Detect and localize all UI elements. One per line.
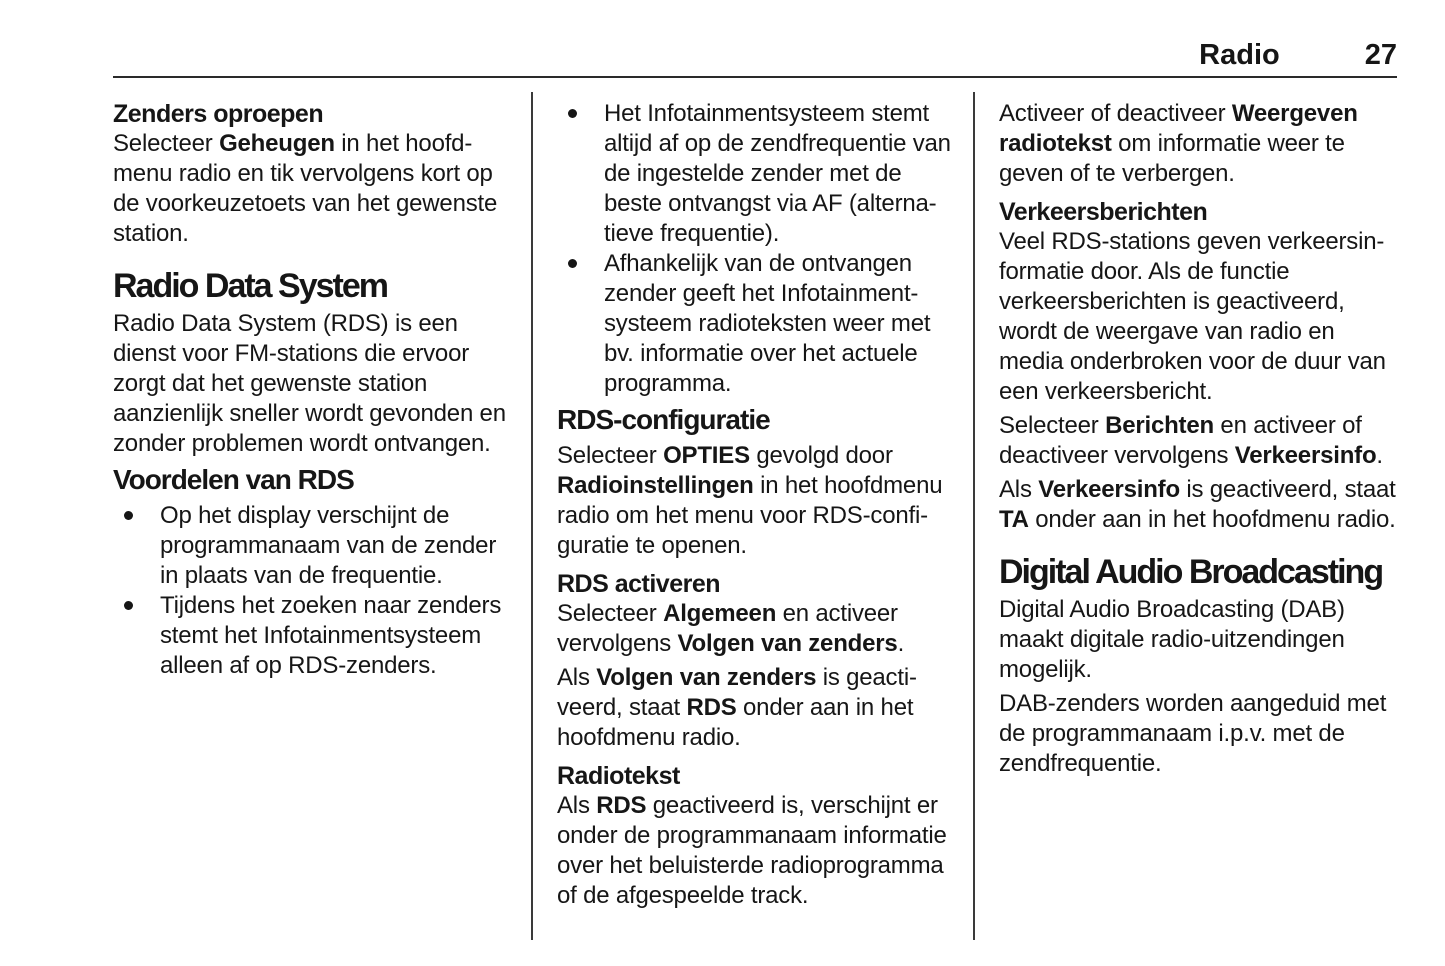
text-run: Op het display verschijnt de xyxy=(160,502,450,529)
paragraph xyxy=(999,99,1397,189)
text-run: Selecteer xyxy=(557,600,664,627)
paragraph xyxy=(557,599,973,659)
bullet-item xyxy=(557,99,973,249)
text-run: veerd, staat xyxy=(557,694,687,721)
text-run: formatie door. Als de functie xyxy=(999,258,1290,285)
text-run: tieve frequentie). xyxy=(604,220,780,247)
text-run: aanzienlijk sneller wordt gevonden en xyxy=(113,400,506,427)
text-run: zender geeft het Infotainment- xyxy=(604,280,919,307)
text-run: guratie te openen. xyxy=(557,532,747,559)
text-run: bv. informatie over het actuele xyxy=(604,340,918,367)
text-run: Tijdens het zoeken naar zenders xyxy=(160,592,502,619)
text-run: Geheugen xyxy=(219,130,335,157)
text-run: zorgt dat het gewenste station xyxy=(113,370,428,397)
text-run: Selecteer xyxy=(999,412,1106,439)
bullet-list xyxy=(113,501,531,681)
text-run: RDS xyxy=(686,694,737,721)
text-run: Als xyxy=(557,792,597,819)
text-run: de programmanaam i.p.v. met de xyxy=(999,720,1345,747)
text-run: Algemeen xyxy=(663,600,777,627)
paragraph xyxy=(999,411,1397,471)
text-run: systeem radioteksten weer met xyxy=(604,310,931,337)
text-run: programma. xyxy=(604,370,732,397)
text-run: Selecteer xyxy=(113,130,220,157)
text-run: Verkeersinfo xyxy=(1234,442,1377,469)
text-run: of de afgespeelde track. xyxy=(557,882,809,909)
paragraph xyxy=(557,441,973,561)
text-run: vervolgens xyxy=(557,630,678,657)
text-run: radio om het menu voor RDS-confi- xyxy=(557,502,928,529)
text-run: Als xyxy=(557,664,597,691)
text-run: mogelijk. xyxy=(999,656,1092,683)
column-2 xyxy=(531,92,973,940)
content-columns xyxy=(113,92,1397,940)
text-run: Radio Data System (RDS) is een xyxy=(113,310,458,337)
text-run: Als xyxy=(999,476,1039,503)
text-run: menu radio en tik vervolgens kort op xyxy=(113,160,493,187)
text-run: stemt het Infotainmentsysteem xyxy=(160,622,482,649)
text-run: Radioinstellingen xyxy=(557,472,754,499)
page-number: 27 xyxy=(1364,39,1397,71)
text-run: DAB-zenders worden aangeduid met xyxy=(999,690,1387,717)
text-run: alleen af op RDS-zenders. xyxy=(160,652,437,679)
text-run: . xyxy=(897,630,905,657)
section-heading-h3: Voordelen van RDS xyxy=(113,464,354,495)
text-run: in het hoofdmenu xyxy=(753,472,943,499)
text-run: en activeer xyxy=(776,600,898,627)
paragraph xyxy=(999,227,1397,407)
text-run: Selecteer xyxy=(557,442,664,469)
bullet-item xyxy=(113,501,531,591)
text-run: zonder problemen wordt ontvangen. xyxy=(113,430,491,457)
bullet-list xyxy=(557,99,973,399)
paragraph xyxy=(999,689,1397,779)
paragraph xyxy=(113,309,531,459)
text-run: programmanaam van de zender xyxy=(160,532,497,559)
text-run: wordt de weergave van radio en xyxy=(999,318,1335,345)
paragraph xyxy=(113,129,531,249)
text-run: deactiveer vervolgens xyxy=(999,442,1235,469)
text-run: een verkeersbericht. xyxy=(999,378,1213,405)
section-heading-h4: Verkeersberichten xyxy=(999,198,1208,226)
text-run: Afhankelijk van de ontvangen xyxy=(604,250,912,277)
text-run: dienst voor FM-stations die ervoor xyxy=(113,340,470,367)
text-run: Volgen van zenders xyxy=(677,630,898,657)
text-run: Activeer of deactiveer xyxy=(999,100,1232,127)
text-run: station. xyxy=(113,220,189,247)
text-run: OPTIES xyxy=(663,442,750,469)
text-run: verkeersberichten is geactiveerd, xyxy=(999,288,1345,315)
text-run: beste ontvangst via AF (alterna- xyxy=(604,190,937,217)
page-header xyxy=(113,0,1397,71)
text-run: onder aan in het xyxy=(736,694,914,721)
text-run: gevolgd door xyxy=(749,442,893,469)
text-run: geactiveerd is, verschijnt er xyxy=(646,792,938,819)
text-run: de voorkeuzetoets van het gewenste xyxy=(113,190,498,217)
section-heading-h2: Radio Data System xyxy=(113,267,387,305)
text-run: om informatie weer te xyxy=(1111,130,1345,157)
paragraph xyxy=(999,595,1397,685)
column-3 xyxy=(973,92,1397,940)
text-run: RDS xyxy=(596,792,647,819)
text-run: onder aan in het hoofdmenu radio. xyxy=(1028,506,1396,533)
text-run: Volgen van zenders xyxy=(596,664,817,691)
text-run: in het hoofd- xyxy=(334,130,473,157)
text-run: Veel RDS-stations geven verkeersin- xyxy=(999,228,1385,255)
bullet-item xyxy=(113,591,531,681)
header-rule xyxy=(113,76,1397,78)
text-run: zendfrequentie. xyxy=(999,750,1162,777)
text-run: media onderbroken voor de duur van xyxy=(999,348,1386,375)
section-heading-h3: RDS-configuratie xyxy=(557,404,770,435)
text-run: geven of te verbergen. xyxy=(999,160,1235,187)
chapter-title: Radio xyxy=(1199,39,1280,71)
text-run: . xyxy=(1376,442,1383,469)
bullet-dot-icon xyxy=(124,511,133,520)
text-run: Het Infotainmentsysteem stemt xyxy=(604,100,929,127)
text-run: radiotekst xyxy=(999,130,1112,157)
bullet-item xyxy=(557,249,973,399)
text-run: Berichten xyxy=(1105,412,1214,439)
section-heading-h4: Radiotekst xyxy=(557,762,680,790)
bullet-dot-icon xyxy=(124,601,133,610)
text-run: Digital Audio Broadcasting (DAB) xyxy=(999,596,1345,623)
paragraph xyxy=(557,663,973,753)
text-run: altijd af op de zendfrequentie van xyxy=(604,130,951,157)
text-run: maakt digitale radio-uitzendingen xyxy=(999,626,1345,653)
paragraph xyxy=(999,475,1397,535)
text-run: hoofdmenu radio. xyxy=(557,724,741,751)
bullet-dot-icon xyxy=(568,259,577,268)
column-1 xyxy=(113,92,531,940)
text-run: over het beluisterde radioprogramma xyxy=(557,852,944,879)
section-heading-h2: Digital Audio Broadcasting xyxy=(999,553,1383,591)
section-heading-h4: RDS activeren xyxy=(557,570,721,598)
text-run: en activeer of xyxy=(1213,412,1362,439)
text-run: is geactiveerd, staat xyxy=(1179,476,1396,503)
text-run: Weergeven xyxy=(1231,100,1358,127)
text-run: de ingestelde zender met de xyxy=(604,160,902,187)
bullet-dot-icon xyxy=(568,109,577,118)
text-run: in plaats van de frequentie. xyxy=(160,562,443,589)
section-heading-h4: Zenders oproepen xyxy=(113,100,324,128)
text-run: TA xyxy=(999,506,1029,533)
text-run: onder de programmanaam informatie xyxy=(557,822,947,849)
text-run: Verkeersinfo xyxy=(1038,476,1180,503)
text-run: is geacti- xyxy=(816,664,917,691)
paragraph xyxy=(557,791,973,911)
